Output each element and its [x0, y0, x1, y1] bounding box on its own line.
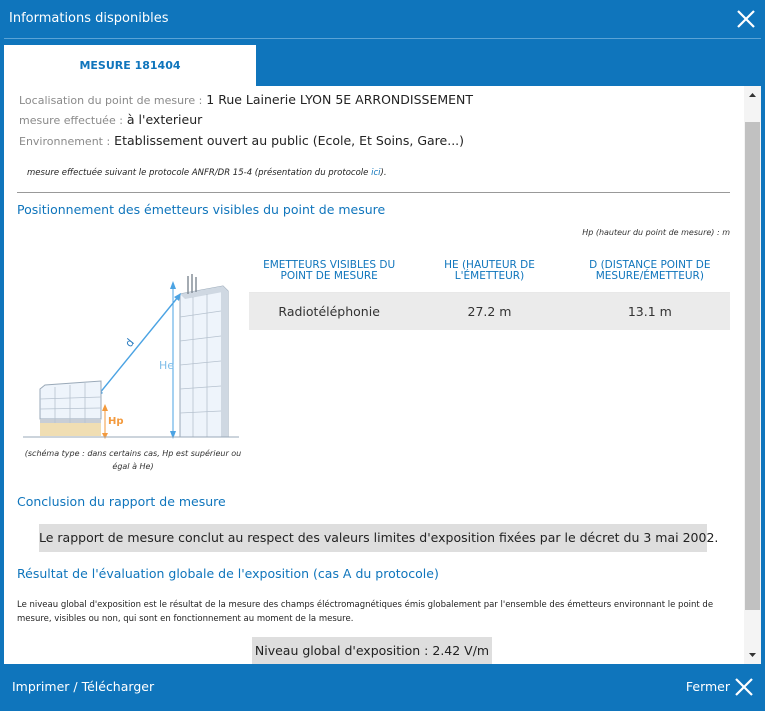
divider	[17, 192, 730, 193]
environment-row	[19, 133, 464, 148]
close-button[interactable]: Fermer	[685, 679, 730, 694]
chevron-up-icon[interactable]	[744, 88, 761, 102]
location-value: 1 Rue Lainerie LYON 5E ARRONDISSEMENT	[206, 92, 474, 107]
he-label: He	[159, 359, 175, 372]
cell-he: 27.2 m	[467, 304, 512, 319]
measure-label: mesure effectuée :	[19, 114, 123, 127]
location-label: Localisation du point de mesure :	[19, 94, 203, 107]
title-bar	[0, 0, 765, 38]
measure-value: à l'exterieur	[126, 112, 203, 127]
footer-bar	[0, 664, 765, 711]
tab-mesure[interactable]	[4, 45, 256, 86]
window-title: Informations disponibles	[9, 11, 169, 26]
conclusion-box: Le rapport de mesure conclut au respect des valeurs limites d'exposition fixées par le décret du 3 mai 2002.	[39, 524, 707, 552]
exposure-level: Niveau global d'exposition : 2.42 V/m	[252, 637, 492, 664]
hp-label: Hp	[108, 416, 124, 427]
environment-label: Environnement :	[19, 135, 111, 148]
measurement-schema	[23, 261, 239, 441]
chevron-down-icon[interactable]	[744, 648, 761, 662]
table-header	[249, 249, 730, 293]
protocol-note	[27, 168, 387, 178]
conclusion-title: Conclusion du rapport de mesure	[17, 494, 226, 509]
result-description: Le niveau global d'exposition est le résultat de la mesure des champs éléctromagnétiques émis globalement par l'ensemble des émetteurs environnant le point de mesure, visibles ou non, qui sont en fonctionnement au moment de la mesure.	[17, 600, 714, 624]
environment-value: Etablissement ouvert au public (Ecole, Et Soins, Gare...)	[114, 133, 465, 148]
cell-d: 13.1 m	[627, 304, 672, 319]
emitters-table	[249, 249, 730, 330]
location-row	[19, 92, 473, 107]
protocol-text: mesure effectuée suivant le protocole ANFR/DR 15-4 (présentation du protocole	[27, 168, 372, 178]
positioning-title: Positionnement des émetteurs visibles du point de mesure	[17, 202, 386, 217]
result-title: Résultat de l'évaluation globale de l'exposition (cas A du protocole)	[17, 566, 439, 581]
schema-caption: (schéma type : dans certains cas, Hp est supérieur ou égal à He)	[24, 449, 242, 471]
scrollbar[interactable]	[744, 86, 761, 664]
header-d: D (DISTANCE POINT DE MESURE/ÉMETTEUR)	[589, 259, 711, 282]
protocol-end: ).	[380, 168, 387, 178]
header-he: HE (HAUTEUR DE L'ÉMETTEUR)	[444, 259, 535, 282]
table-row	[249, 293, 730, 330]
protocol-link[interactable]: ici	[371, 168, 381, 178]
close-icon[interactable]	[736, 9, 756, 29]
close-icon[interactable]	[734, 677, 754, 697]
cell-emitter-type: Radiotéléphonie	[278, 304, 380, 319]
content-panel	[4, 86, 761, 664]
header-emitters: EMETTEURS VISIBLES DU POINT DE MESURE	[263, 259, 396, 282]
scrollbar-thumb[interactable]	[745, 122, 760, 610]
title-separator	[4, 38, 761, 39]
print-download-button[interactable]: Imprimer / Télécharger	[12, 679, 155, 694]
d-label: d	[122, 336, 137, 350]
hp-note: Hp (hauteur du point de mesure) : m	[582, 228, 730, 237]
tab-label: MESURE 181404	[79, 59, 181, 72]
measure-row	[19, 112, 202, 127]
